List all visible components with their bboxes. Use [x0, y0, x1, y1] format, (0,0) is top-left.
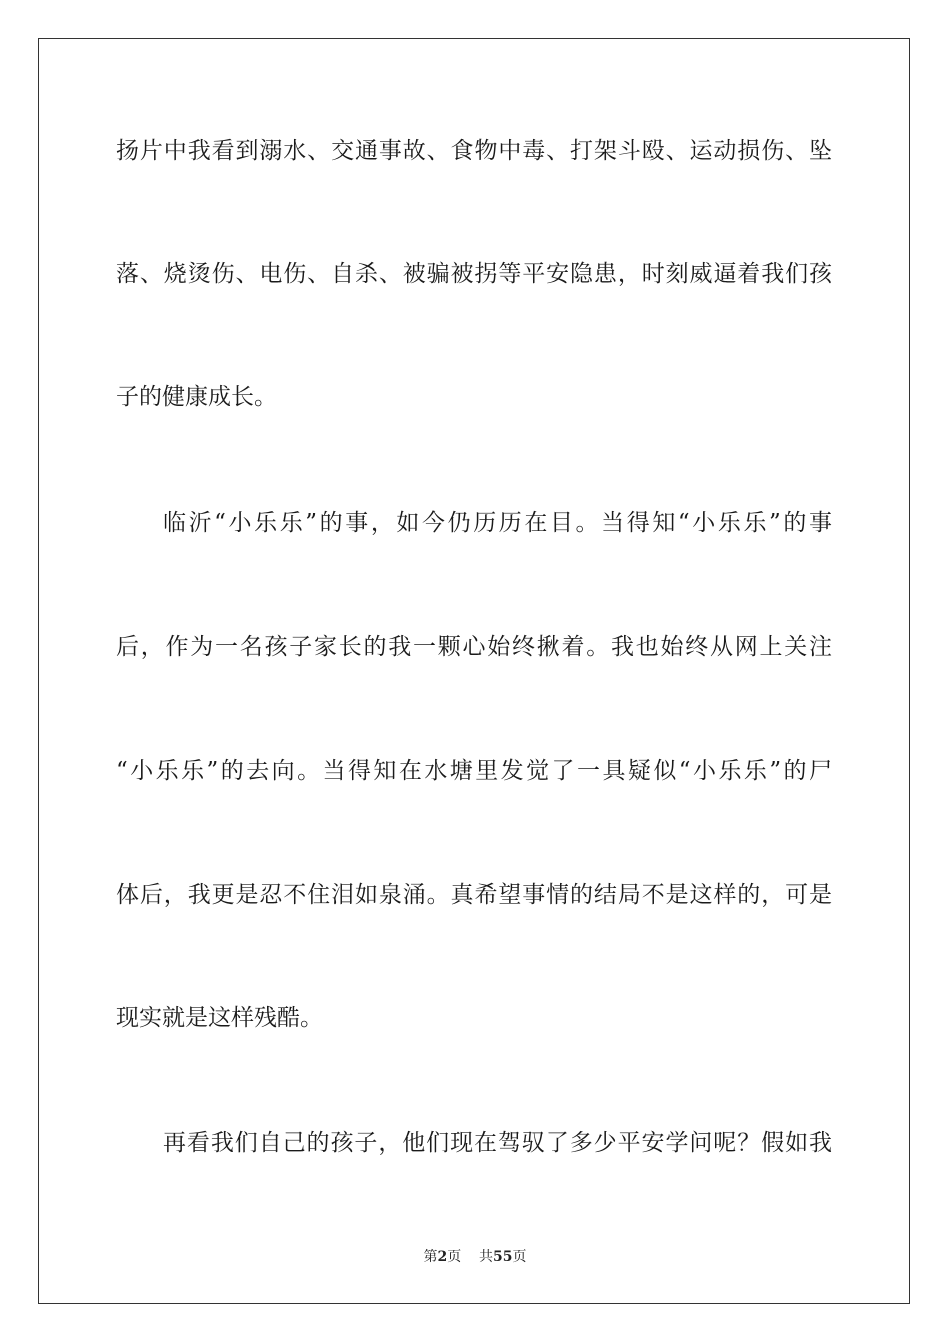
- footer-total-pages: 55: [493, 1249, 513, 1265]
- footer-total-prefix: 共: [479, 1249, 494, 1265]
- paragraph-2-line-4: 体后，我更是忍不住泪如泉涌。真希望事情的结局不是这样的，可是: [116, 882, 832, 908]
- paragraph-2-line-5: 现实就是这样残酷。: [116, 1005, 323, 1031]
- body-line-1: 扬片中我看到溺水、交通事故、食物中毒、打架斗殴、运动损伤、坠: [116, 138, 832, 164]
- paragraph-3-line-1: 再看我们自己的孩子，他们现在驾驭了多少平安学问呢？假如我: [163, 1130, 832, 1156]
- footer-total-suffix: 页: [512, 1249, 527, 1265]
- footer-page-number: 2: [437, 1249, 448, 1265]
- footer-prefix: 第: [423, 1249, 438, 1265]
- page-footer: [0, 1248, 950, 1266]
- paragraph-2-line-2: 后，作为一名孩子家长的我一颗心始终揪着。我也始终从网上关注: [116, 634, 832, 660]
- paragraph-2-line-1: 临沂“小乐乐”的事，如今仍历历在目。当得知“小乐乐”的事: [163, 510, 832, 536]
- body-line-2: 落、烧烫伤、电伤、自杀、被骗被拐等平安隐患，时刻威逼着我们孩: [116, 261, 832, 287]
- footer-page-suffix: 页: [447, 1249, 462, 1265]
- paragraph-2-line-3: “小乐乐”的去向。当得知在水塘里发觉了一具疑似“小乐乐”的尸: [116, 758, 832, 784]
- body-line-3: 子的健康成长。: [116, 384, 277, 410]
- page-frame: [38, 38, 910, 1304]
